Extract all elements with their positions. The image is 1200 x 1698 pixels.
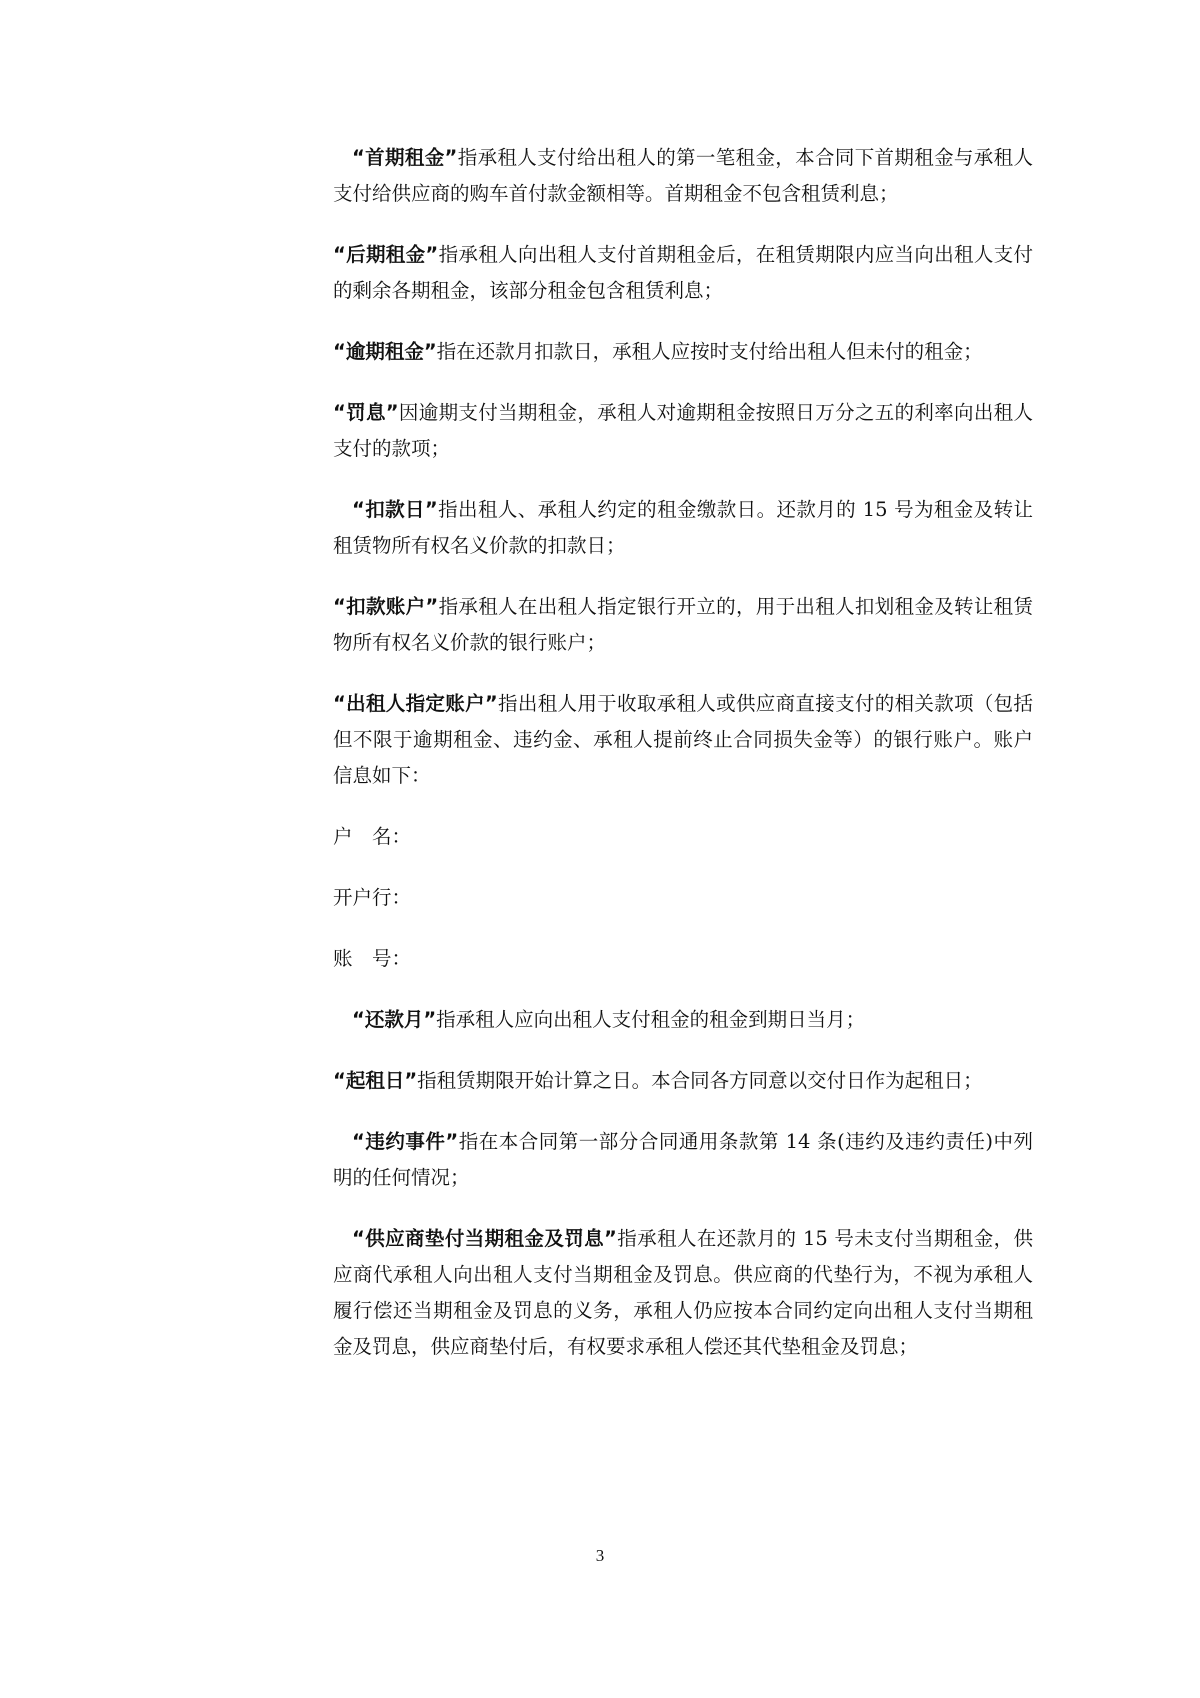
definition-supplier-advance <box>333 1221 1033 1365</box>
term-definition: 指承租人应向出租人支付租金的租金到期日当月； <box>436 1008 866 1031</box>
term-label: “出租人指定账户” <box>333 692 498 715</box>
opening-bank-label: 开户行： <box>333 886 412 909</box>
definition-first-rent <box>333 140 1033 212</box>
definition-deduction-account <box>333 589 1033 661</box>
term-definition: 指出租人用于收取承租人或供应商直接支付的相关款项（包括但不限于逾期租金、违约金、承租人提前终止合同损失金等）的银行账户。账户信息如下： <box>333 692 1033 787</box>
definition-lessor-account <box>333 686 1033 794</box>
term-label: “违约事件” <box>352 1130 459 1153</box>
definition-repayment-month <box>333 1002 1033 1038</box>
definition-default-event <box>333 1124 1033 1196</box>
document-body <box>333 140 1033 1390</box>
account-name-label: 户 名： <box>333 825 412 848</box>
term-label: “罚息” <box>333 401 399 424</box>
term-label: “逾期租金” <box>333 340 437 363</box>
term-label: “供应商垫付当期租金及罚息” <box>352 1227 617 1250</box>
definition-lease-start-day <box>333 1063 1033 1099</box>
term-label: “首期租金” <box>352 146 458 169</box>
term-definition: 因逾期支付当期租金，承租人对逾期租金按照日万分之五的利率向出租人支付的款项； <box>333 401 1033 460</box>
account-name-field <box>333 819 1033 855</box>
term-label: “还款月” <box>352 1008 437 1031</box>
opening-bank-field <box>333 880 1033 916</box>
term-definition: 指租赁期限开始计算之日。本合同各方同意以交付日作为起租日； <box>417 1069 983 1092</box>
definition-overdue-rent <box>333 334 1033 370</box>
term-label: “扣款账户” <box>333 595 439 618</box>
term-label: “后期租金” <box>333 243 439 266</box>
term-definition: 指出租人、承租人约定的租金缴款日。还款月的 15 号为租金及转让租赁物所有权名义价款的扣款日； <box>333 498 1033 557</box>
term-label: “扣款日” <box>352 498 438 521</box>
page-number: 3 <box>595 1546 605 1565</box>
term-definition: 指承租人在还款月的 15 号未支付当期租金，供应商代承租人向出租人支付当期租金及罚息。供应商的代垫行为，不视为承租人履行偿还当期租金及罚息的义务，承租人仍应按本合同约定向出租人支付当期租金及罚息，供应商垫付后，有权要求承租人偿还其代垫租金及罚息； <box>333 1227 1033 1358</box>
account-number-label: 账 号： <box>333 947 412 970</box>
term-definition: 指承租人支付给出租人的第一笔租金，本合同下首期租金与承租人支付给供应商的购车首付款金额相等。首期租金不包含租赁利息； <box>333 146 1033 205</box>
definition-later-rent <box>333 237 1033 309</box>
term-label: “起租日” <box>333 1069 418 1092</box>
term-definition: 指在还款月扣款日，承租人应按时支付给出租人但未付的租金； <box>436 340 983 363</box>
term-definition: 指在本合同第一部分合同通用条款第 14 条(违约及违约责任)中列明的任何情况； <box>333 1130 1033 1189</box>
term-definition: 指承租人在出租人指定银行开立的，用于出租人扣划租金及转让租赁物所有权名义价款的银行账户； <box>333 595 1033 654</box>
definition-penalty-interest <box>333 395 1033 467</box>
term-definition: 指承租人向出租人支付首期租金后，在租赁期限内应当向出租人支付的剩余各期租金，该部分租金包含租赁利息； <box>333 243 1033 302</box>
account-number-field <box>333 941 1033 977</box>
definition-deduction-day <box>333 492 1033 564</box>
